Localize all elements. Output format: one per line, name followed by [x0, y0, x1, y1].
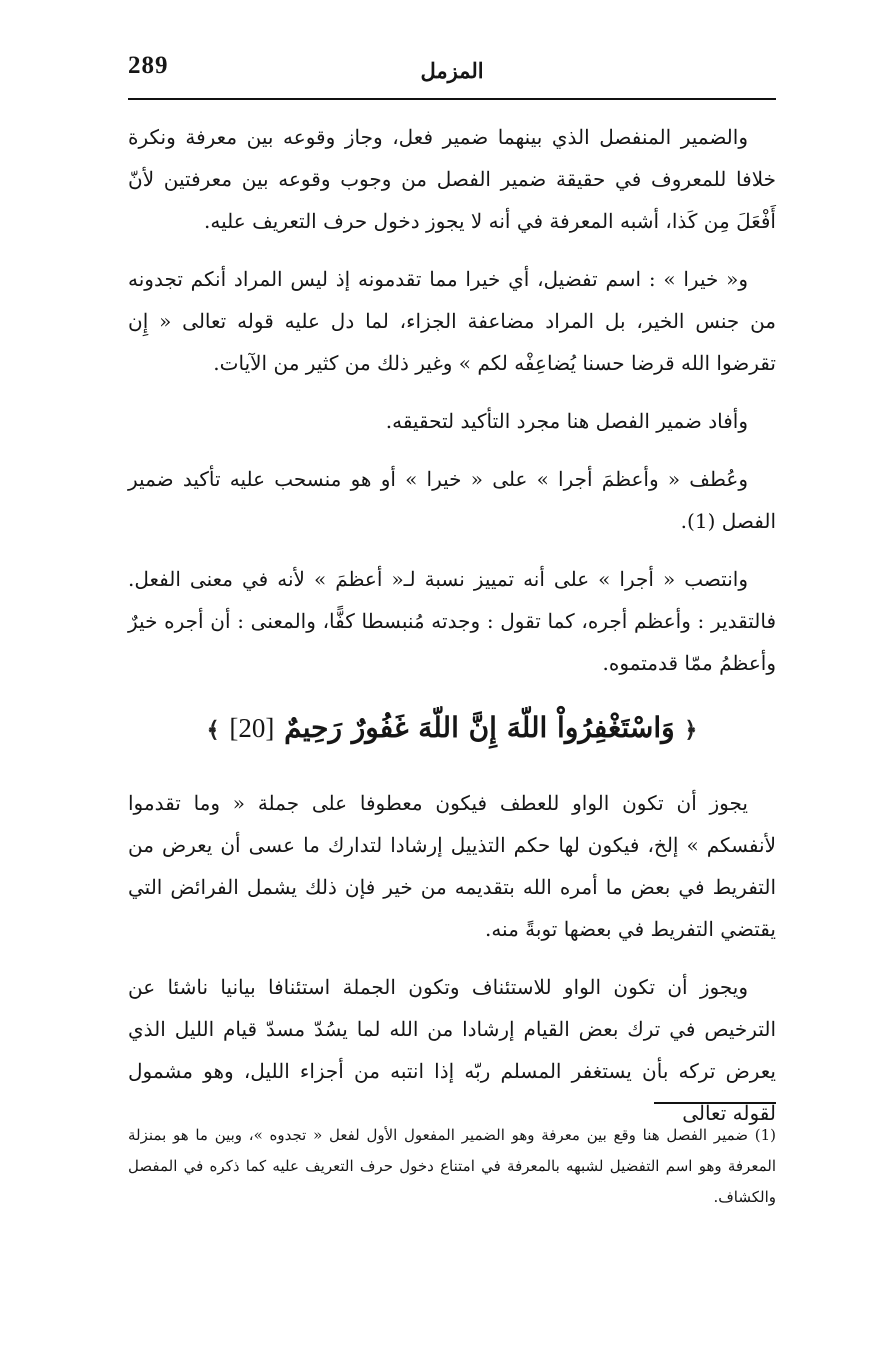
paragraph-6: يجوز أن تكون الواو للعطف فيكون معطوفا على جملة « وما تقدموا لأنفسكم » إلخ، فيكون لها حكم التذييل إرشادا لتدارك ما عسى أن يعرض من التفريط في بعض ما أمره الله بتقديمه من خير فإن ذلك يشمل الفرائض التي يقتضي التفريط في بعضها توبةً منه.	[128, 791, 776, 941]
running-title: المزمل	[420, 58, 484, 83]
paragraph-1: والضمير المنفصل الذي بينهما ضمير فعل، وجاز وقوعه بين معرفة ونكرة خلافا للمعروف في حقيقة ضمير الفصل من وجوب وقوعه بين معرفتين لأنّ أَفْعَلَ مِن كَذا، أشبه المعرفة في أنه لا يجوز دخول حرف التعريف عليه.	[128, 125, 776, 233]
footnote-rule	[654, 1102, 776, 1104]
paragraph-4: وعُطف « وأعظمَ أجرا » على « خيرا » أو هو منسحب عليه تأكيد ضمير الفصل (1).	[128, 467, 776, 533]
verse-text: وَاسْتَغْفِرُواْ اللّهَ إِنَّ اللّهَ غَفُورٌ رَحِيمٌ	[284, 711, 675, 744]
page-number: 289	[128, 52, 169, 79]
verse-number: [20]	[229, 713, 275, 743]
page-header	[128, 50, 776, 98]
footnote: (1) ضمير الفصل هنا وقع بين معرفة وهو الضمير المفعول الأول لفعل « تجدوه »، وبين ما هو بمنزلة المعرفة وهو اسم التفضيل لشبهه بالمعرفة في امتناع دخول حرف التعريف عليه كما ذكره في المفصل والكشاف.	[128, 1126, 776, 1206]
verse-open-bracket: ﴿	[684, 717, 698, 743]
quran-verse	[128, 700, 776, 758]
paragraph-3: وأفاد ضمير الفصل هنا مجرد التأكيد لتحقيقه.	[385, 409, 748, 433]
paragraph-7: ويجوز أن تكون الواو للاستئناف وتكون الجملة استئنافا بيانيا ناشئا عن الترخيص في ترك بعض القيام إرشادا من الله لما يسُدّ مسدّ قيام الليل الذي يعرض تركه بأن يستغفر المسلم ربّه إذا انتبه من أجزاء الليل، وهو مشمول لقوله تعالى	[128, 975, 776, 1125]
paragraph-2: و« خيرا » : اسم تفضيل، أي خيرا مما تقدمونه إذ ليس المراد أنكم تجدونه من جنس الخير، بل المراد مضاعفة الجزاء، لما دل عليه قوله تعالى « إِن تقرضوا الله قرضا حسنا يُضاعِفْه لكم » وغير ذلك من كثير من الآيات.	[128, 267, 776, 375]
verse-close-bracket: ﴾	[206, 717, 220, 743]
page-body	[128, 116, 776, 1150]
header-rule	[128, 98, 776, 100]
paragraph-5: وانتصب « أجرا » على أنه تمييز نسبة لـ« أعظمَ » لأنه في معنى الفعل. فالتقدير : وأعظم أجره، كما تقول : وجدته مُنبسطا كفًّا، والمعنى : أن أجره خيرٌ وأعظمُ ممّا قدمتموه.	[128, 567, 776, 675]
book-page	[128, 50, 776, 1310]
